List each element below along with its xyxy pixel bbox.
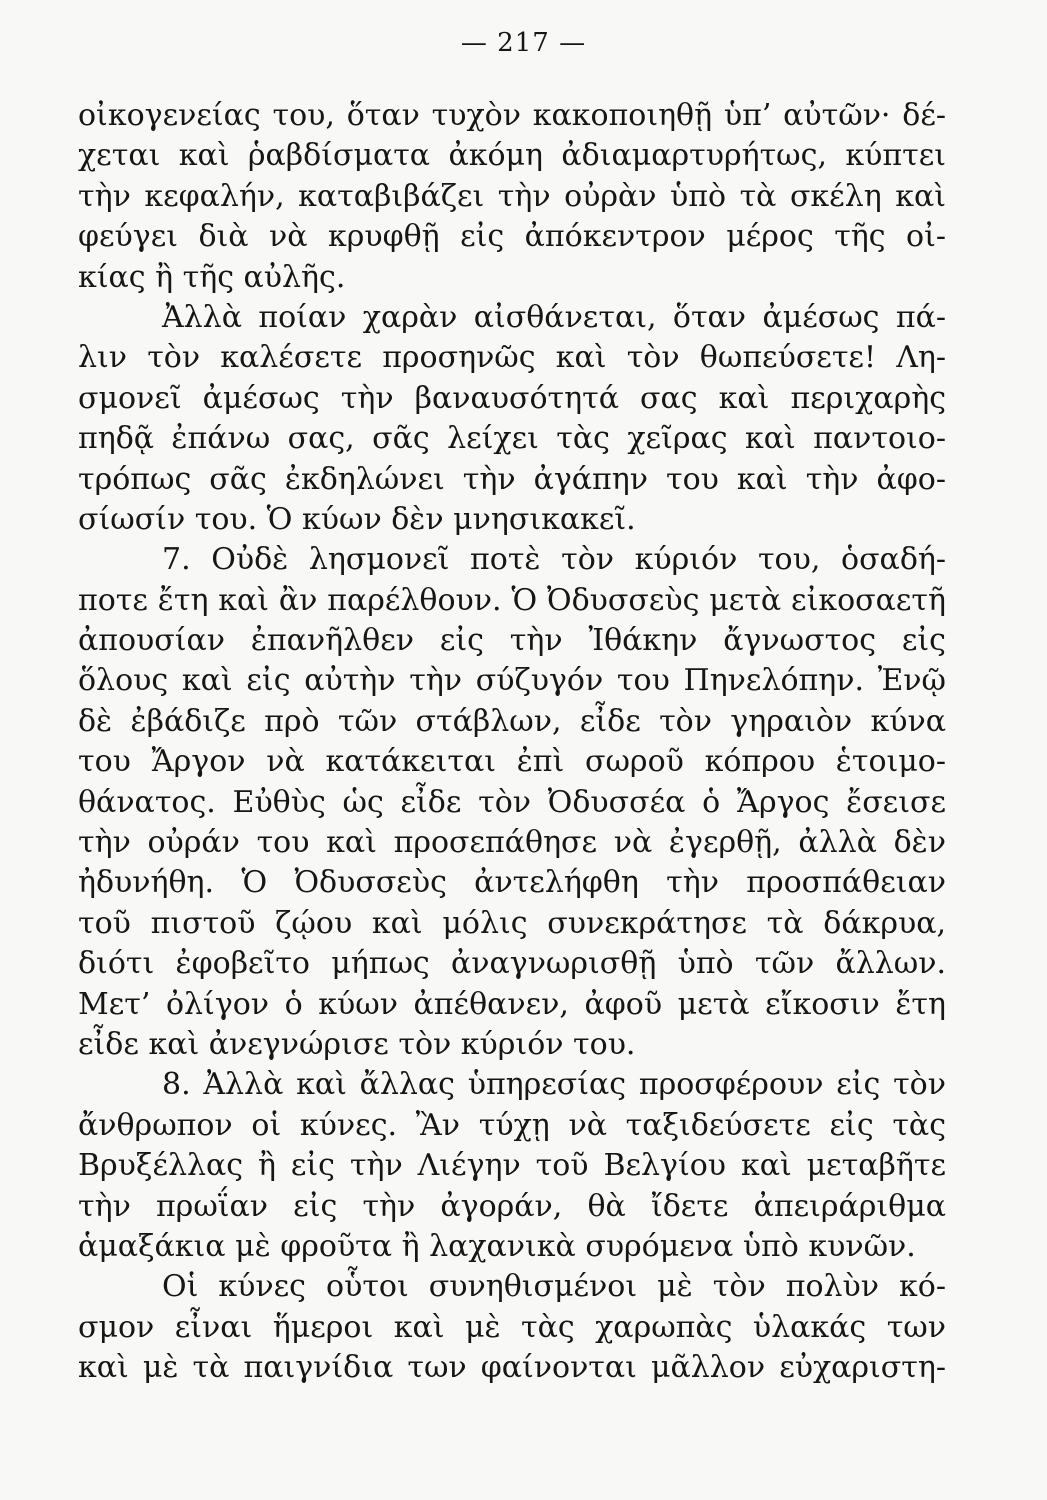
text-line: Μετ’ ὀλίγον ὁ κύων ἀπέθανεν, ἀφοῦ μετὰ εἴκοσιν ἔτη — [78, 986, 946, 1022]
text-line: τρόπως σᾶς ἐκδηλώνει τὴν ἀγάπην του καὶ τὴν ἀφο- — [78, 461, 946, 497]
text-line: 8. Ἀλλὰ καὶ ἄλλας ὑπηρεσίας προσφέρουν εἰς τὸν — [162, 1067, 946, 1103]
text-line: καὶ μὲ τὰ παιγνίδια των φαίνονται μᾶλλον εὐχαριστη- — [78, 1350, 946, 1386]
text-line: φεύγει διὰ νὰ κρυφθῇ εἰς ἀπόκεντρον μέρος τῆς οἰ- — [78, 219, 946, 255]
text-line: σίωσίν του. Ὁ κύων δὲν μνησικακεῖ. — [78, 501, 636, 537]
text-line: Ἀλλὰ ποίαν χαρὰν αἰσθάνεται, ὅταν ἀμέσως πά- — [162, 299, 946, 335]
text-line: θάνατος. Εὐθὺς ὡς εἶδε τὸν Ὀδυσσέα ὁ Ἄργος ἔσεισε — [78, 784, 946, 820]
body-text — [78, 96, 946, 1389]
text-line: πηδᾷ ἐπάνω σας, σᾶς λείχει τὰς χεῖρας καὶ παντοιο- — [78, 421, 946, 457]
text-line: λιν τὸν καλέσετε προσηνῶς καὶ τὸν θωπεύσετε! Λη- — [78, 340, 946, 376]
text-line: 7. Οὐδὲ λησμονεῖ ποτὲ τὸν κύριόν του, ὁσαδή- — [162, 542, 946, 578]
text-line: ποτε ἔτη καὶ ἂν παρέλθουν. Ὁ Ὀδυσσεὺς μετὰ εἰκοσαετῆ — [78, 582, 946, 618]
text-line: κίας ἢ τῆς αὐλῆς. — [78, 259, 346, 295]
text-line: ἁμαξάκια μὲ φροῦτα ἢ λαχανικὰ συρόμενα ὑπὸ κυνῶν. — [78, 1228, 916, 1264]
text-line: Βρυξέλλας ἢ εἰς τὴν Λιέγην τοῦ Βελγίου καὶ μεταβῆτε — [78, 1148, 946, 1184]
text-line: του Ἄργον νὰ κατάκειται ἐπὶ σωροῦ κόπρου ἑτοιμο- — [78, 744, 946, 780]
text-line: σμον εἶναι ἥμεροι καὶ μὲ τὰς χαρωπὰς ὑλακάς των — [78, 1309, 946, 1345]
text-line: δὲ ἐβάδιζε πρὸ τῶν στάβλων, εἶδε τὸν γηραιὸν κύνα — [78, 703, 946, 739]
text-line: διότι ἐφοβεῖτο μήπως ἀναγνωρισθῇ ὑπὸ τῶν ἄλλων. — [78, 946, 946, 982]
text-line: ἄνθρωπον οἱ κύνες. Ἂν τύχῃ νὰ ταξιδεύσετε εἰς τὰς — [78, 1107, 946, 1143]
text-line: οἰκογενείας του, ὅταν τυχὸν κακοποιηθῇ ὑπ’ αὐτῶν· δέ- — [78, 98, 946, 133]
text-line: σμονεῖ ἀμέσως τὴν βαναυσότητά σας καὶ περιχαρὴς — [78, 380, 946, 416]
text-line: τοῦ πιστοῦ ζῴου καὶ μόλις συνεκράτησε τὰ δάκρυα, — [78, 905, 946, 941]
text-line: ἠδυνήθη. Ὁ Ὀδυσσεὺς ἀντελήφθη τὴν προσπάθειαν — [78, 865, 946, 901]
text-line: χεται καὶ ῥαβδίσματα ἀκόμη ἀδιαμαρτυρήτως, κύπτει — [78, 138, 946, 174]
text-line: ὅλους καὶ εἰς αὐτὴν τὴν σύζυγόν του Πηνελόπην. Ἐνῷ — [78, 663, 946, 699]
text-line: ἀπουσίαν ἐπανῆλθεν εἰς τὴν Ἰθάκην ἄγνωστος εἰς — [78, 623, 946, 659]
text-line: Οἱ κύνες οὗτοι συνηθισμένοι μὲ τὸν πολὺν κό- — [162, 1269, 946, 1305]
text-line: τὴν κεφαλήν, καταβιβάζει τὴν οὐρὰν ὑπὸ τὰ σκέλη καὶ — [78, 178, 946, 214]
text-line: τὴν πρωΐαν εἰς τὴν ἀγοράν, θὰ ἴδετε ἀπειράριθμα — [78, 1188, 946, 1224]
text-line: εἶδε καὶ ἀνεγνώρισε τὸν κύριόν του. — [78, 1026, 636, 1062]
page-number: — 217 — — [460, 28, 587, 58]
text-line: τὴν οὐράν του καὶ προσεπάθησε νὰ ἐγερθῇ, ἀλλὰ δὲν — [78, 825, 946, 861]
